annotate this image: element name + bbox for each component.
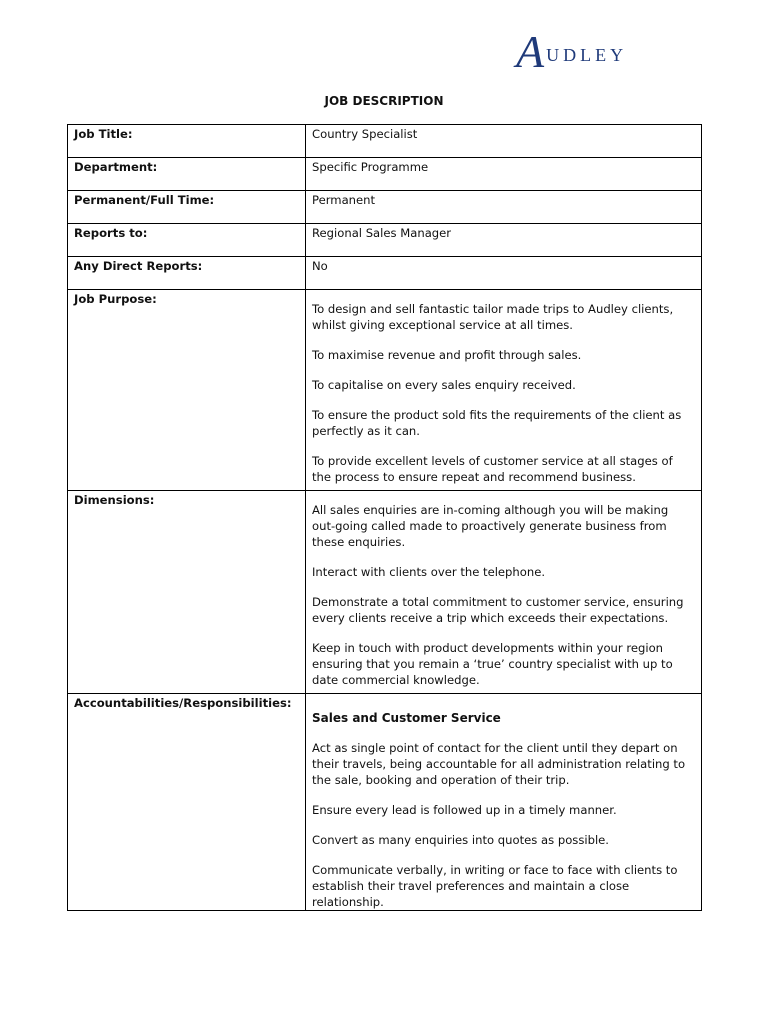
- paragraph: Act as single point of contact for the client until they depart on their travels, being accountable for all administration relating to the sale, booking and operation of their trip.: [312, 741, 686, 787]
- document-title: JOB DESCRIPTION: [324, 94, 444, 108]
- row-label: Job Title:: [68, 125, 306, 158]
- paragraph: Communicate verbally, in writing or face to face with clients to establish their travel preferences and maintain a close relationship.: [312, 863, 678, 909]
- row-job-purpose: [68, 290, 702, 491]
- job-purpose-text: [306, 290, 702, 491]
- row-job-title: [68, 125, 702, 158]
- paragraph: Convert as many enquiries into quotes as possible.: [312, 833, 609, 847]
- row-permanent-full-time: [68, 191, 702, 224]
- paragraph: To provide excellent levels of customer service at all stages of the process to ensure repeat and recommend business.: [312, 454, 673, 484]
- paragraph: To capitalise on every sales enquiry received.: [312, 378, 576, 392]
- paragraph: Demonstrate a total commitment to customer service, ensuring every clients receive a trip which exceeds their expectations.: [312, 595, 684, 625]
- row-direct-reports: [68, 257, 702, 290]
- row-value: Country Specialist: [306, 125, 702, 158]
- paragraph: Interact with clients over the telephone.: [312, 565, 546, 579]
- row-label: Any Direct Reports:: [68, 257, 306, 290]
- row-department: [68, 158, 702, 191]
- paragraph: To ensure the product sold fits the requirements of the client as perfectly as it can.: [312, 408, 682, 438]
- logo-wordmark: UDLEY: [546, 45, 628, 65]
- logo-initial: A: [516, 26, 545, 77]
- row-accountabilities: [68, 694, 702, 911]
- row-reports-to: [68, 224, 702, 257]
- row-value: No: [306, 257, 702, 290]
- row-label: Department:: [68, 158, 306, 191]
- dimensions-text: [306, 491, 702, 694]
- paragraph: Ensure every lead is followed up in a timely manner.: [312, 803, 617, 817]
- row-value: Regional Sales Manager: [306, 224, 702, 257]
- row-label: Accountabilities/Responsibilities:: [68, 694, 306, 911]
- row-value: Specific Programme: [306, 158, 702, 191]
- audley-logo: [516, 26, 628, 77]
- paragraph: All sales enquiries are in-coming although you will be making out-going called made to proactively generate business from these enquiries.: [312, 503, 669, 549]
- row-label: Dimensions:: [68, 491, 306, 694]
- paragraph: Keep in touch with product developments within your region ensuring that you remain a ‘true’ country specialist with up to date commercial knowledge.: [312, 641, 673, 687]
- paragraph: To maximise revenue and profit through sales.: [312, 348, 582, 362]
- row-value: Permanent: [306, 191, 702, 224]
- job-description-table: [67, 124, 702, 911]
- section-subheading: Sales and Customer Service: [312, 711, 501, 725]
- row-dimensions: [68, 491, 702, 694]
- paragraph: To design and sell fantastic tailor made trips to Audley clients, whilst giving exceptional service at all times.: [312, 302, 674, 332]
- row-label: Job Purpose:: [68, 290, 306, 491]
- accountabilities-text: [306, 694, 702, 911]
- row-label: Permanent/Full Time:: [68, 191, 306, 224]
- row-label: Reports to:: [68, 224, 306, 257]
